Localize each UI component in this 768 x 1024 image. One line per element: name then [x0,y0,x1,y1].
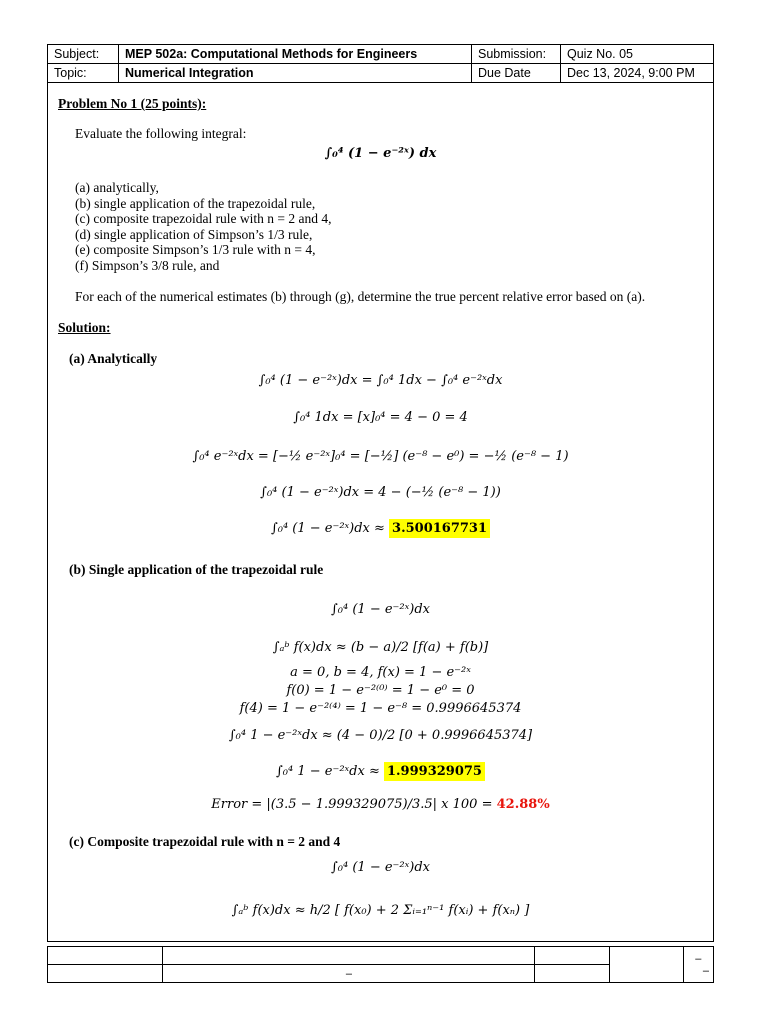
section-b [58,562,708,578]
solution-title-block [58,320,708,336]
item-d: (d) single application of Simpson’s 1/3 rule, [75,226,313,242]
footer-cell [48,947,163,965]
section-c-heading: (c) Composite trapezoidal rule with n = 2 and 4 [69,834,341,849]
footer-dash-cell [163,965,535,983]
error-value: 42.88% [496,797,550,812]
problem-items [58,180,708,273]
footer-table [47,946,714,983]
eq-b1: ∫₀⁴ (1 − e⁻²ˣ)dx [331,602,430,617]
due-value: Dec 13, 2024, 9:00 PM [561,64,714,83]
eq-b2: ∫ₐᵇ f(x)dx ≈ (b − a)/2 [f(a) + f(b)] [272,640,489,655]
submission-value: Quiz No. 05 [561,45,714,64]
eq-c2: ∫ₐᵇ f(x)dx ≈ h/2 [ f(x₀) + 2 Σᵢ₌₁ⁿ⁻¹ f(xᵢ) + f(xₙ) ] [231,903,530,918]
due-label: Due Date [472,64,561,83]
result-b: 1.999329075 [384,762,485,781]
eq-a3: ∫₀⁴ e⁻²ˣdx = [−½ e⁻²ˣ]₀⁴ = [−½] (e⁻⁸ − e⁰) = −½ (e⁻⁸ − 1) [192,449,569,464]
eq-a5-text: ∫₀⁴ (1 − e⁻²ˣ)dx ≈ [270,521,390,536]
footer-dash: – [702,964,709,977]
instruction [58,289,708,305]
result-a: 3.500167731 [389,519,490,538]
footer-page [683,947,713,983]
item-e: (e) composite Simpson’s 1/3 rule with n = 4, [75,242,316,257]
item-b: (b) single application of the trapezoidal rule, [75,195,316,211]
eq-a4: ∫₀⁴ (1 − e⁻²ˣ)dx = 4 − (−½ (e⁻⁸ − 1)) [260,485,501,500]
eq-a5 [47,521,714,536]
section-a [58,351,708,367]
eq-a2: ∫₀⁴ 1dx = [x]₀⁴ = 4 − 0 = 4 [293,410,468,425]
submission-label: Submission: [472,45,561,64]
section-c [58,834,708,850]
section-a-heading: (a) Analytically [69,351,158,366]
eq-b5: f(4) = 1 − e⁻²⁽⁴⁾ = 1 − e⁻⁸ = 0.9996645374 [239,701,522,716]
footer-cell [48,965,163,983]
subject-value: MEP 502a: Computational Methods for Engineers [119,45,472,64]
problem-block [58,96,708,141]
topic-label: Topic: [48,64,119,83]
eq-c1: ∫₀⁴ (1 − e⁻²ˣ)dx [331,860,430,875]
footer-cell [609,947,683,983]
header-table [47,44,714,83]
subject-label: Subject: [48,45,119,64]
topic-value: Numerical Integration [119,64,472,83]
eq-b7-text: ∫₀⁴ 1 − e⁻²ˣdx ≈ [276,764,384,779]
problem-intro: Evaluate the following integral: [75,125,247,141]
eq-b3: a = 0, b = 4, f(x) = 1 − e⁻²ˣ [290,665,471,680]
footer-dash: – [695,952,702,965]
item-c: (c) composite trapezoidal rule with n = 2 and 4, [75,211,332,226]
error-text: Error = |(3.5 − 1.999329075)/3.5| x 100 = [211,797,497,812]
eq-b-error [47,797,714,812]
footer-cell [535,965,609,983]
solution-title: Solution: [58,320,111,335]
item-f: (f) Simpson’s 3/8 rule, and [75,257,220,273]
instruction-text: For each of the numerical estimates (b) through (g), determine the true percent relative error based on (a). [75,289,646,304]
eq-b7 [47,764,714,779]
eq-b4: f(0) = 1 − e⁻²⁽⁰⁾ = 1 − e⁰ = 0 [286,683,475,698]
eq-b6: ∫₀⁴ 1 − e⁻²ˣdx ≈ (4 − 0)/2 [0 + 0.9996645374] [228,728,533,743]
eq-a1: ∫₀⁴ (1 − e⁻²ˣ)dx = ∫₀⁴ 1dx − ∫₀⁴ e⁻²ˣdx [258,373,503,388]
footer-cell [535,947,609,965]
footer-dash: – [345,967,353,980]
section-b-heading: (b) Single application of the trapezoidal rule [69,562,324,577]
main-integral: ∫₀⁴ (1 − e⁻²ˣ) dx [324,146,437,161]
problem-title: Problem No 1 (25 points): [58,96,207,111]
footer-cell [163,947,535,965]
item-a: (a) analytically, [75,180,159,195]
